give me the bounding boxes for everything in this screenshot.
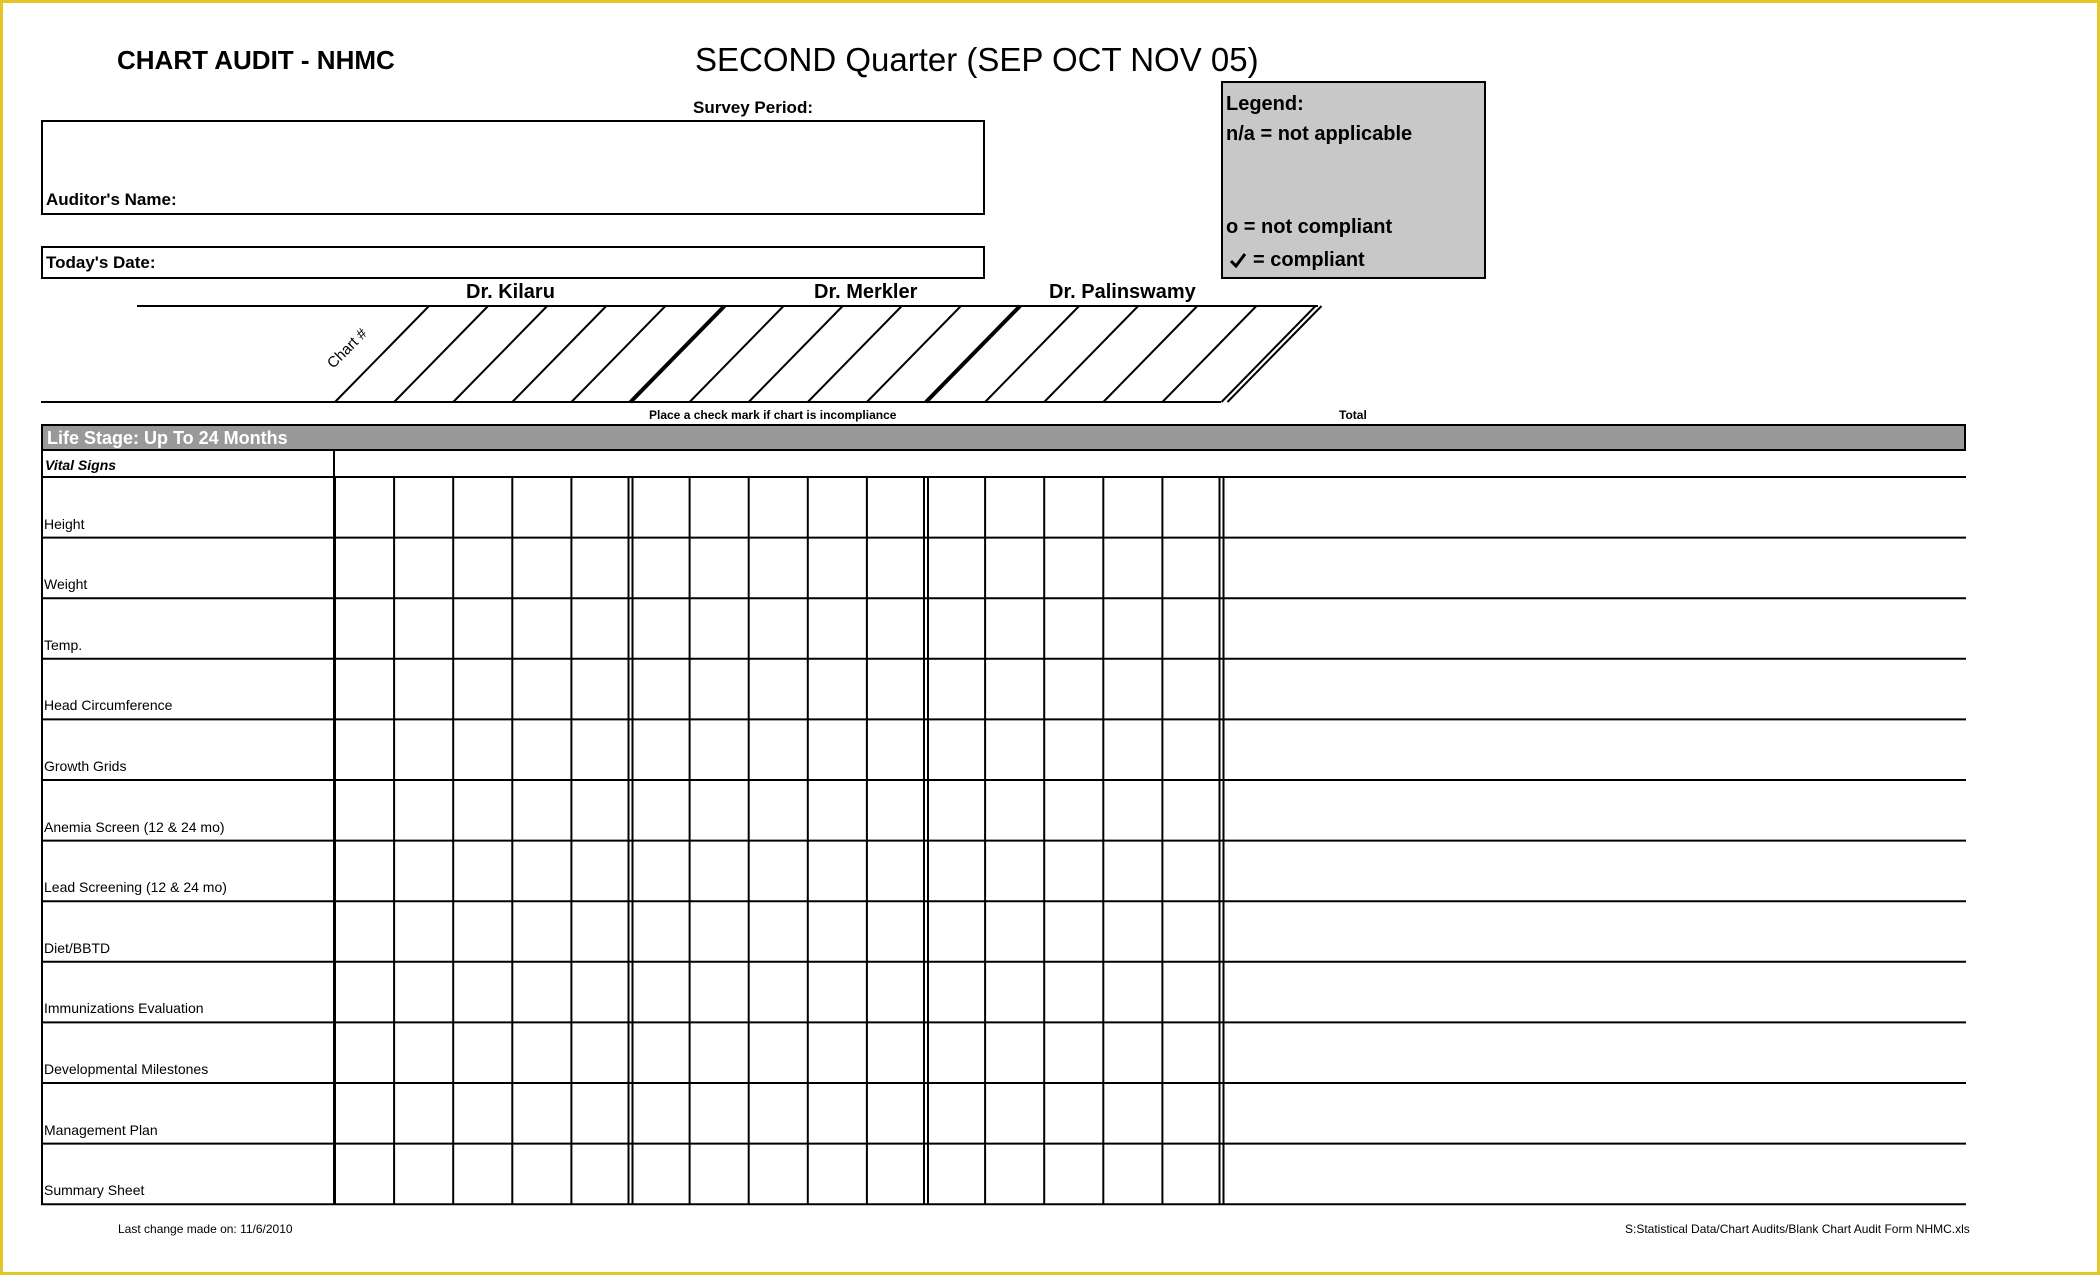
- row-label: Summary Sheet: [44, 1182, 145, 1199]
- row-label: Head Circumference: [44, 697, 173, 714]
- chart-number-label: Chart #: [323, 325, 371, 372]
- diagonal-line: [394, 306, 488, 402]
- row-label: Developmental Milestones: [44, 1061, 209, 1077]
- diagonal-line: [1044, 306, 1138, 402]
- row-label: Lead Screening (12 & 24 mo): [44, 879, 227, 896]
- diagonal-line: [808, 306, 902, 402]
- diagonal-line: [926, 306, 1020, 402]
- section-title: Life Stage: Up To 24 Months: [47, 428, 288, 448]
- row-label: Weight: [44, 576, 88, 593]
- row-label: Temp.: [44, 636, 83, 653]
- row-label: Growth Grids: [44, 758, 127, 774]
- form-title: CHART AUDIT - NHMC: [117, 45, 395, 75]
- diagonal-line: [1222, 306, 1316, 402]
- legend-not-compliant: o = not compliant: [1226, 216, 1393, 238]
- diagonal-line: [690, 306, 784, 402]
- vital-signs-subheading: Vital Signs: [45, 457, 117, 473]
- audit-grid: [3, 3, 2100, 1275]
- total-label: Total: [1339, 408, 1367, 422]
- diagonal-line: [335, 306, 429, 402]
- legend-title: Legend:: [1226, 93, 1304, 115]
- legend-compliant: = compliant: [1253, 249, 1365, 271]
- diagonal-line: [512, 306, 606, 402]
- doctor-kilaru: Dr. Kilaru: [466, 281, 555, 303]
- diagonal-line: [749, 306, 843, 402]
- last-change-note: Last change made on: 11/6/2010: [118, 1222, 293, 1236]
- quarter-heading: SECOND Quarter (SEP OCT NOV 05): [695, 41, 1259, 78]
- todays-date-label: Today's Date:: [46, 253, 156, 272]
- doctor-merkler: Dr. Merkler: [814, 281, 918, 303]
- file-path-note: S:Statistical Data/Chart Audits/Blank Chart Audit Form NHMC.xls: [1625, 1222, 1970, 1236]
- survey-period-label: Survey Period:: [693, 98, 813, 117]
- diagonal-line: [985, 306, 1079, 402]
- instruction-text: Place a check mark if chart is incompliance: [649, 408, 897, 422]
- diagonal-line: [1103, 306, 1197, 402]
- diagonal-line: [867, 306, 961, 402]
- row-label: Height: [44, 515, 85, 532]
- row-label: Immunizations Evaluation: [44, 1000, 204, 1017]
- diagonal-line: [571, 306, 665, 402]
- row-label: Anemia Screen (12 & 24 mo): [44, 818, 225, 835]
- diagonal-line: [631, 306, 725, 402]
- doctor-palinswamy: Dr. Palinswamy: [1049, 281, 1196, 303]
- row-label: Management Plan: [44, 1121, 158, 1138]
- auditor-name-label: Auditor's Name:: [46, 190, 177, 209]
- legend-not-applicable: n/a = not applicable: [1226, 123, 1413, 145]
- diagonal-line: [453, 306, 547, 402]
- row-label: Diet/BBTD: [44, 939, 111, 956]
